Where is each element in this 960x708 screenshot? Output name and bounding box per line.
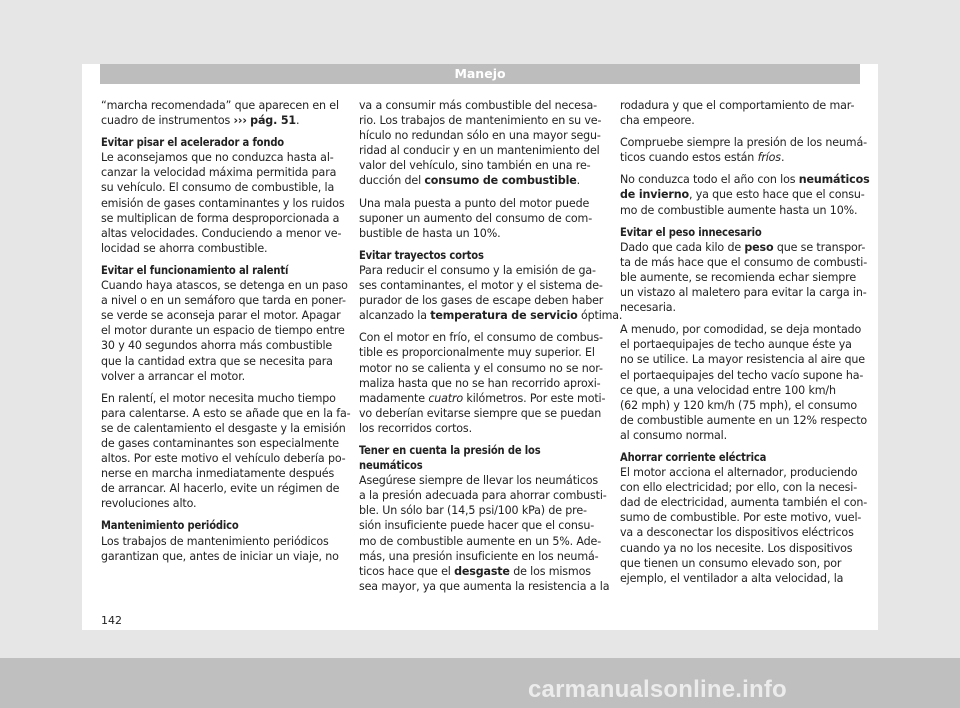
- paragraph: Dado que cada kilo de peso que se transpor- ta de más hace que el consumo de combusti- ble aumente, se recomienda echar siempre un vistazo al maletero para evitar la carga in- necesaria.: [620, 240, 868, 315]
- page-reference-link[interactable]: pág. 51: [250, 114, 296, 128]
- paragraph: “marcha recomendada” que aparecen en el cuadro de instrumentos ››› pág. 51.: [101, 99, 339, 128]
- paragraph: rodadura y que el comportamiento de mar- cha empeore.: [620, 99, 855, 128]
- watermark: carmanualsonline.info: [528, 676, 787, 703]
- paragraph: Los trabajos de mantenimiento periódicos garantizan que, antes de iniciar un viaje, no: [101, 534, 339, 563]
- subheading: Mantenimiento periódico: [101, 519, 239, 533]
- paragraph: va a consumir más combustible del necesa- rio. Los trabajos de mantenimiento en su ve- hículo no redundan sólo en una mayor segu- ridad al conducir y en un mantenimiento del valor del vehículo, sino también en una re- ducción del consumo de combustible.: [359, 99, 602, 188]
- text-column-2: [359, 98, 623, 601]
- subheading: Evitar el funcionamiento al ralentí: [101, 263, 289, 277]
- text-column-1: [101, 98, 351, 571]
- paragraph: No conduzca todo el año con los neumáticos de invierno, ya que esto hace que el consu- mo de combustible aumente hasta un 10%.: [620, 173, 870, 217]
- footer-bar: [0, 658, 960, 708]
- paragraph: Asegúrese siempre de llevar los neumáticos a la presión adecuada para ahorrar combusti- ble. Un sólo bar (14,5 psi/100 kPa) de pre- sión insuficiente puede hacer que el consu- mo de combustible aumente en un 5%. Ade- más, una presión insuficiente en los neumá- ticos hace que el desgaste de los mismos sea mayor, ya que aumenta la resistencia a la: [359, 474, 610, 593]
- paragraph: Le aconsejamos que no conduzca hasta al- canzar la velocidad máxima permitida para su vehículo. El consumo de combustible, la emisión de gases contaminantes y los ruidos se multiplican de forma desproporcionada a altas velocidades. Conduciendo a menor ve- locidad se ahorra combustible.: [101, 151, 345, 255]
- page-number: 142: [101, 614, 122, 627]
- section-header: Manejo: [100, 64, 860, 84]
- cross-reference-arrow-icon: ›››: [233, 114, 247, 128]
- paragraph: Cuando haya atascos, se detenga en un paso a nivel o en un semáforo que tarda en poner- se verde se aconseja parar el motor. Apagar el motor durante un espacio de tiempo entre 30 y 40 segundos ahorra más combustible que la cantidad extra que se necesita para volver a arrancar el motor.: [101, 279, 348, 383]
- paragraph: En ralentí, el motor necesita mucho tiempo para calentarse. A esto se añade que en la fa- se de calentamiento el desgaste y la emisión de gases contaminantes son especialmente altos. Por este motivo el vehículo debería po- nerse en marcha inmediatamente después de arrancar. Al hacerlo, evite un régimen de revoluciones alto.: [101, 391, 351, 511]
- text-column-3: [620, 98, 870, 593]
- paragraph: Con el motor en frío, el consumo de combus- tible es proporcionalmente muy superior. El motor no se calienta y el consumo no se nor- maliza hasta que no se han recorrido aproxi- madamente cuatro kilómetros. Por este moti- vo deberían evitarse siempre que se puedan los recorridos cortos.: [359, 331, 606, 435]
- subheading: Tener en cuenta la presión de los neumáticos: [359, 443, 541, 473]
- subheading: Ahorrar corriente eléctrica: [620, 450, 767, 464]
- subheading: Evitar el peso innecesario: [620, 225, 762, 239]
- paragraph: Para reducir el consumo y la emisión de ga- ses contaminantes, el motor y el sistema de- purador de los gases de escape deben haber alcanzado la temperatura de servicio óptima.: [359, 263, 623, 323]
- subheading: Evitar trayectos cortos: [359, 248, 484, 262]
- paragraph: Una mala puesta a punto del motor puede suponer un aumento del consumo de com- bustible de hasta un 10%.: [359, 196, 593, 240]
- paragraph: El motor acciona el alternador, produciendo con ello electricidad; por ello, con la necesi- dad de electricidad, aumenta también el con- sumo de combustible. Por este motivo, vuel- va a desconectar los dispositivos eléctricos cuando ya no los necesite. Los dispositivos que tienen un consumo elevado son, por ejemplo, el ventilador a alta velocidad, la: [620, 466, 868, 585]
- paragraph: Compruebe siempre la presión de los neumá- ticos cuando estos están fríos.: [620, 136, 867, 165]
- subheading: Evitar pisar el acelerador a fondo: [101, 136, 285, 150]
- paragraph: A menudo, por comodidad, se deja montado el portaequipajes de techo aunque éste ya no se utilice. La mayor resistencia al aire que el portaequipajes del techo vacío supone ha- ce que, a una velocidad entre 100 km/h (62 mph) y 120 km/h (75 mph), el consumo de combustible aumente en un 12% respecto al consumo normal.: [620, 323, 868, 442]
